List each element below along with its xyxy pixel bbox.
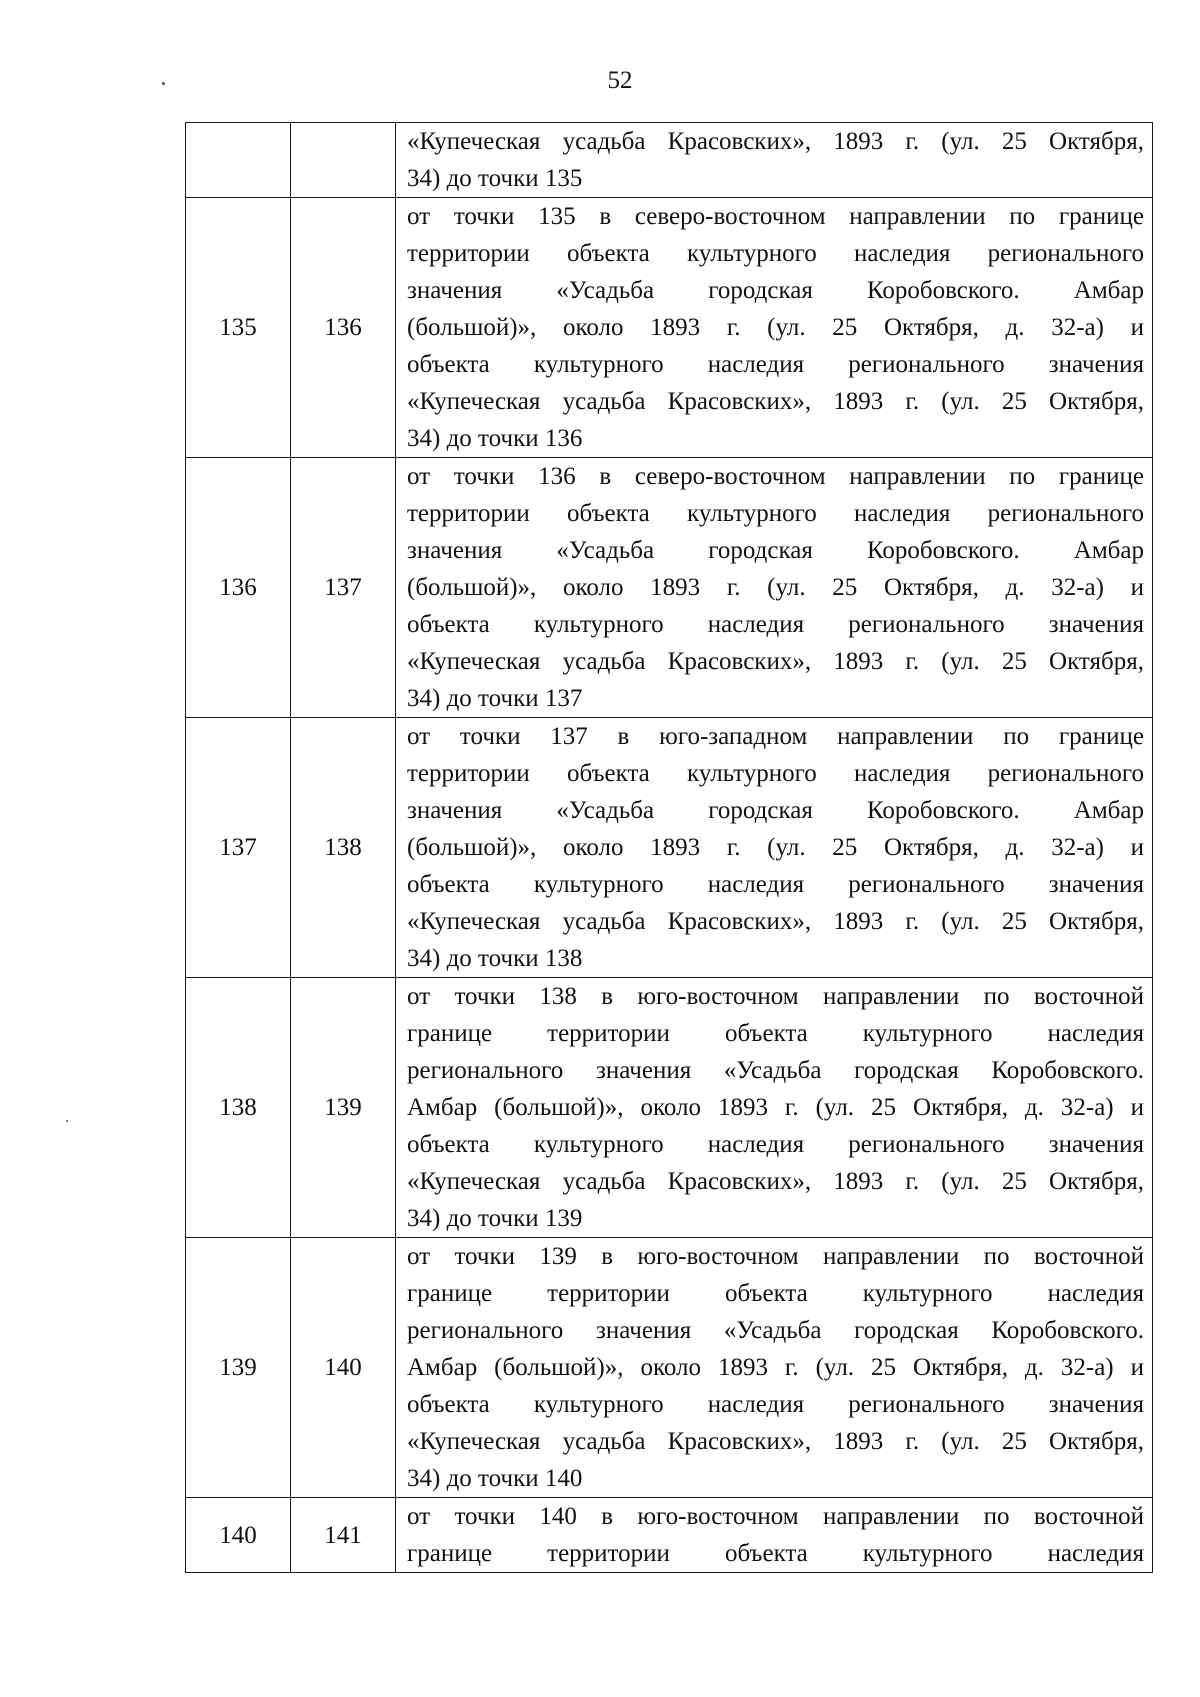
point-to-cell: 138 [291, 718, 396, 978]
table-row [186, 718, 1153, 978]
description-line: «Купеческая усадьба Красовских», 1893 г. (ул. 25 Октября, [407, 648, 1144, 675]
segment-description-cell [396, 123, 1153, 198]
description-line: территории объекта культурного наследия регионального [407, 240, 1144, 267]
point-from-cell: 135 [186, 198, 291, 458]
description-line: 34) до точки 137 [407, 685, 583, 712]
point-to-cell: 140 [291, 1238, 396, 1498]
description-line: объекта культурного наследия регионального значения [407, 611, 1144, 638]
point-from-cell: 140 [186, 1498, 291, 1573]
description-line: 34) до точки 139 [407, 1205, 583, 1232]
segment-description-cell [396, 1238, 1153, 1498]
description-line: 34) до точки 138 [407, 945, 583, 972]
description-line: границе территории объекта культурного наследия [407, 1280, 1144, 1307]
point-to-cell [291, 123, 396, 198]
point-to-cell: 139 [291, 978, 396, 1238]
description-line: объекта культурного наследия регионального значения [407, 1391, 1144, 1418]
segment-description-cell [396, 458, 1153, 718]
description-line: 34) до точки 140 [407, 1465, 583, 1492]
point-to-cell: 141 [291, 1498, 396, 1573]
segment-description-cell [396, 198, 1153, 458]
table-row [186, 458, 1153, 718]
description-line: 34) до точки 136 [407, 425, 583, 452]
point-to-cell: 137 [291, 458, 396, 718]
description-line: Амбар (большой)», около 1893 г. (ул. 25 Октября, д. 32-а) и [407, 1354, 1144, 1381]
description-line: объекта культурного наследия регионального значения [407, 351, 1144, 378]
description-line: (большой)», около 1893 г. (ул. 25 Октября, д. 32-а) и [407, 834, 1144, 861]
page-number: 52 [607, 67, 633, 94]
description-line: значения «Усадьба городская Коробовского. Амбар [407, 797, 1144, 824]
description-line: от точки 135 в северо-восточном направлении по границе [407, 203, 1144, 230]
table-row [186, 198, 1153, 458]
description-line: от точки 136 в северо-восточном направлении по границе [407, 463, 1144, 490]
table-row [186, 1238, 1153, 1498]
point-from-cell [186, 123, 291, 198]
description-line: «Купеческая усадьба Красовских», 1893 г. (ул. 25 Октября, [407, 128, 1144, 155]
point-to-cell: 136 [291, 198, 396, 458]
segment-description-cell [396, 1498, 1153, 1573]
point-from-cell: 137 [186, 718, 291, 978]
description-line: Амбар (большой)», около 1893 г. (ул. 25 Октября, д. 32-а) и [407, 1094, 1144, 1121]
description-line: территории объекта культурного наследия регионального [407, 500, 1144, 527]
table-row [186, 123, 1153, 198]
description-line: от точки 140 в юго-восточном направлении по восточной [407, 1503, 1144, 1530]
segment-description-cell [396, 718, 1153, 978]
description-line: «Купеческая усадьба Красовских», 1893 г. (ул. 25 Октября, [407, 1168, 1144, 1195]
description-line: «Купеческая усадьба Красовских», 1893 г. (ул. 25 Октября, [407, 1428, 1144, 1455]
boundary-points-table [185, 122, 1153, 1573]
description-line: регионального значения «Усадьба городская Коробовского. [407, 1317, 1144, 1344]
table-row [186, 978, 1153, 1238]
point-from-cell: 139 [186, 1238, 291, 1498]
description-line: (большой)», около 1893 г. (ул. 25 Октября, д. 32-а) и [407, 314, 1144, 341]
description-line: «Купеческая усадьба Красовских», 1893 г. (ул. 25 Октября, [407, 388, 1144, 415]
description-line: границе территории объекта культурного наследия [407, 1540, 1144, 1567]
scan-speck [162, 82, 165, 85]
table-body [186, 123, 1153, 1573]
description-line: границе территории объекта культурного наследия [407, 1020, 1144, 1047]
description-line: значения «Усадьба городская Коробовского. Амбар [407, 277, 1144, 304]
description-line: регионального значения «Усадьба городская Коробовского. [407, 1057, 1144, 1084]
segment-description-cell [396, 978, 1153, 1238]
description-line: от точки 139 в юго-восточном направлении по восточной [407, 1243, 1144, 1270]
description-line: 34) до точки 135 [407, 165, 583, 192]
description-line: от точки 138 в юго-восточном направлении по восточной [407, 983, 1144, 1010]
description-line: объекта культурного наследия регионального значения [407, 871, 1144, 898]
description-line: от точки 137 в юго-западном направлении по границе [407, 723, 1144, 750]
description-line: «Купеческая усадьба Красовских», 1893 г. (ул. 25 Октября, [407, 908, 1144, 935]
point-from-cell: 136 [186, 458, 291, 718]
table-row [186, 1498, 1153, 1573]
description-line: объекта культурного наследия регионального значения [407, 1131, 1144, 1158]
description-line: значения «Усадьба городская Коробовского. Амбар [407, 537, 1144, 564]
description-line: территории объекта культурного наследия регионального [407, 760, 1144, 787]
point-from-cell: 138 [186, 978, 291, 1238]
scan-speck [66, 1120, 68, 1122]
description-line: (большой)», около 1893 г. (ул. 25 Октября, д. 32-а) и [407, 574, 1144, 601]
